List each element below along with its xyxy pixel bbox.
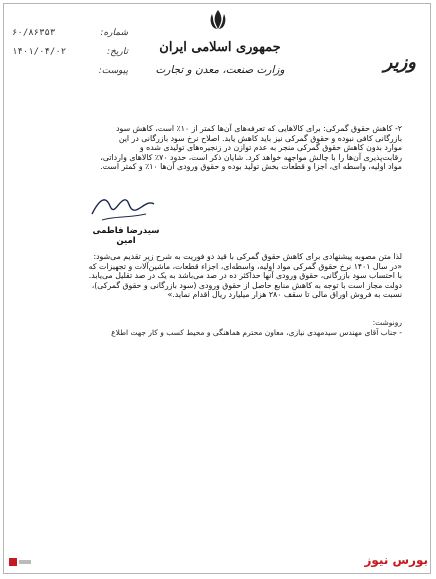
letterhead-republic: جمهوری اسلامی ایران [159,40,281,55]
corner-logo-icon [7,555,33,569]
cc-recipient: - جناب آقای مهندس سیدمهدی نیازی، معاون محترم هماهنگی و محیط کسب و کار جهت اطلاع [111,328,402,337]
signer-name: سید‌رضا فاطمی امین [92,226,160,246]
reference-attachment-row [10,66,130,85]
reference-attachment-label: پیوست: [98,66,128,76]
paragraph-line: موارد بدون کاهش حقوق گمرکی منجر به عدم توازن در زنجیره‌های تولیدی شده و [139,143,402,153]
reference-number-row [10,28,130,47]
reference-number-label: شماره: [100,28,128,38]
cc-block [30,318,402,338]
reference-date-label: تاریخ: [107,47,128,57]
paragraph-line: با احتساب سود بازرگانی، حقوق ورودی آنها حداکثر ده در صد می‌باشد به یک در صد تقلیل می‌یابد. [88,271,402,281]
reference-date-row [10,47,130,66]
paragraph-2 [30,124,402,172]
reference-block [10,28,130,85]
proposed-resolution [30,252,402,300]
iran-emblem-icon [206,8,230,32]
letterhead-ministry: وزارت صنعت، معدن و تجارت [155,64,285,76]
cc-title: رونوشت: [372,318,402,327]
handwritten-signature [88,192,158,226]
reference-date-value: ۱۴۰۱/۰۴/۰۲ [12,47,67,57]
reference-number-value: ۶۰/۸۶۳۵۳ [12,28,56,38]
watermark-text: بورس نیوز [364,553,428,567]
paragraph-line: نسبت به فروش اوراق مالی تا سقف ۲۸۰ هزار میلیارد ریال اقدام نماید.» [167,290,402,300]
paragraph-line: دولت مجاز است با توجه به کاهش منابع حاصل از حقوق ورودی (سود بازرگانی و حقوق گمرکی)، [91,280,402,290]
paragraph-line: بازرگانی کافی نبوده و حقوق گمرکی نیز باید کاهش یابد. اصلاح نرخ سود بازرگانی در این [118,133,402,143]
paragraph-line: رقابت‌پذیری آن‌ها را با چالش مواجهه خواهد کرد. شایان ذکر است، حدود ۷۰٪ کالاهای وارداتی، [100,152,402,162]
paragraph-line: لذا متن مصوبه پیشنهادی برای کاهش حقوق گمرکی با قید دو فوریت به شرح زیر تقدیم می‌شود: [93,252,402,261]
paragraph-line: «در سال ۱۴۰۱ نرخ حقوق گمرکی مواد اولیه، واسطه‌ای، اجزاء قطعات، ماشین‌آلات و تجهیزات که [88,261,402,271]
paragraph-line: ۲- کاهش حقوق گمرکی: برای کالاهایی که تعرفه‌های آن‌ها کمتر از ۱۰٪ است، کاهش سود [116,124,402,133]
paragraph-line: مواد اولیه، واسطه ای، اجزا و قطعات بخش تولید بوده و حقوق ورودی آن‌ها ۱۰٪ و کمتر است. [100,162,402,172]
letterhead-office: وزیر [383,52,416,73]
